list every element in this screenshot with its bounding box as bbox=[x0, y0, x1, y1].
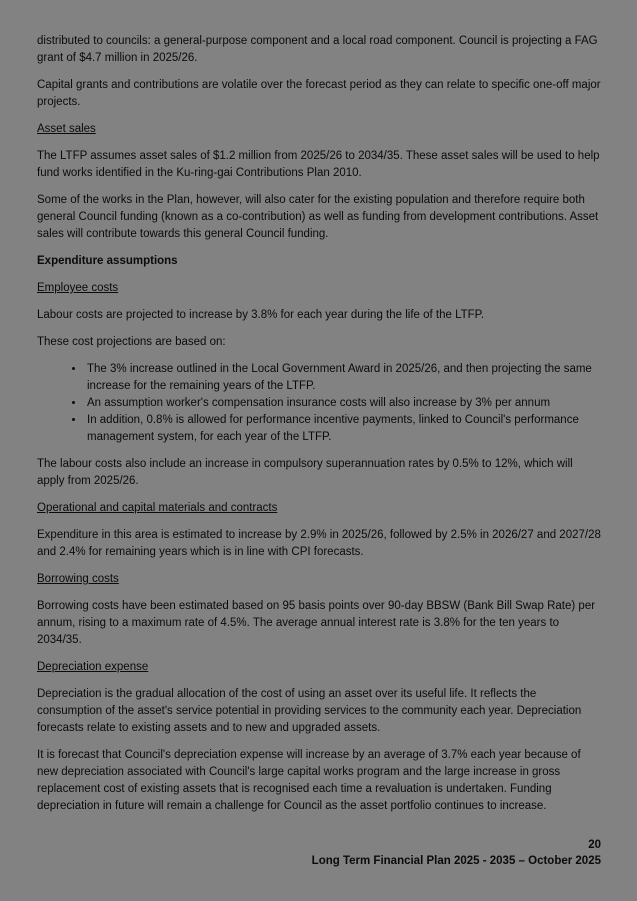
depreciation-paragraph-1: Depreciation is the gradual allocation of the cost of using an asset over its useful life. It reflects the consumption of the asset's service potential in providing services to the community each year. Depreciation forecasts relate to existing assets and to new and upgraded assets. bbox=[37, 688, 582, 734]
materials-contracts-heading: Operational and capital materials and contracts bbox=[37, 502, 278, 514]
employee-costs-heading: Employee costs bbox=[37, 282, 119, 294]
page-footer bbox=[312, 837, 601, 869]
depreciation-expense-heading: Depreciation expense bbox=[37, 661, 149, 673]
footer-document-title: Long Term Financial Plan 2025 - 2035 – October 2025 bbox=[311, 855, 601, 867]
employee-costs-paragraph-1: Labour costs are projected to increase by 3.8% for each year during the life of the LTFP. bbox=[37, 309, 485, 321]
bullet-item: • The 3% increase outlined in the Local Government Award in 2025/26, and then projecting the same increase for the remaining years of the LTFP. bbox=[85, 361, 601, 395]
intro-paragraph-1: distributed to councils: a general-purpose component and a local road component. Council is projecting a FAG grant of $4.7 million in 2025/26. bbox=[37, 35, 598, 64]
employee-costs-paragraph-2: These cost projections are based on: bbox=[37, 336, 226, 348]
materials-contracts-paragraph-1: Expenditure in this area is estimated to increase by 2.9% in 2025/26, followed by 2.5% in 2026/27 and 2027/28 and 2.4% for remaining years which is in line with CPI forecasts. bbox=[37, 529, 601, 558]
borrowing-costs-heading: Borrowing costs bbox=[37, 573, 119, 585]
page-number: 20 bbox=[588, 839, 601, 851]
intro-paragraph-2: Capital grants and contributions are volatile over the forecast period as they can relate to specific one-off major projects. bbox=[37, 79, 601, 108]
borrowing-costs-paragraph-1: Borrowing costs have been estimated based on 95 basis points over 90-day BBSW (Bank Bill Swap Rate) per annum, rising to a maximum rate of 4.5%. The average annual interest rate is 3.8% for the ten years to 2034/35. bbox=[37, 600, 596, 646]
document-body bbox=[37, 33, 601, 825]
employee-costs-bullet-list bbox=[37, 361, 601, 446]
asset-sales-heading: Asset sales bbox=[37, 123, 96, 135]
asset-sales-paragraph-1: The LTFP assumes asset sales of $1.2 million from 2025/26 to 2034/35. These asset sales will be used to help fund works identified in the Ku-ring-gai Contributions Plan 2010. bbox=[37, 150, 600, 179]
bullet-item: • In addition, 0.8% is allowed for performance incentive payments, linked to Council's performance management system, for each year of the LTFP. bbox=[85, 412, 601, 446]
bullet-item: • An assumption worker's compensation insurance costs will also increase by 3% per annum bbox=[85, 395, 601, 412]
employee-costs-paragraph-3: The labour costs also include an increase in compulsory superannuation rates by 0.5% to 12%, which will apply from 2025/26. bbox=[37, 458, 573, 487]
depreciation-paragraph-2: It is forecast that Council's depreciation expense will increase by an average of 3.7% each year because of new depreciation associated with Council's large capital works program and the large increase in gross replacement cost of existing assets that is recognised each time a revaluation is undertaken. Funding depreciation in future will remain a challenge for Council as the asset portfolio continues to increase. bbox=[37, 749, 581, 812]
asset-sales-paragraph-2: Some of the works in the Plan, however, will also cater for the existing population and therefore require both general Council funding (known as a co-contribution) as well as funding from development contributions. Asset sales will contribute towards this general Council funding. bbox=[37, 194, 599, 240]
expenditure-assumptions-heading: Expenditure assumptions bbox=[37, 255, 178, 267]
